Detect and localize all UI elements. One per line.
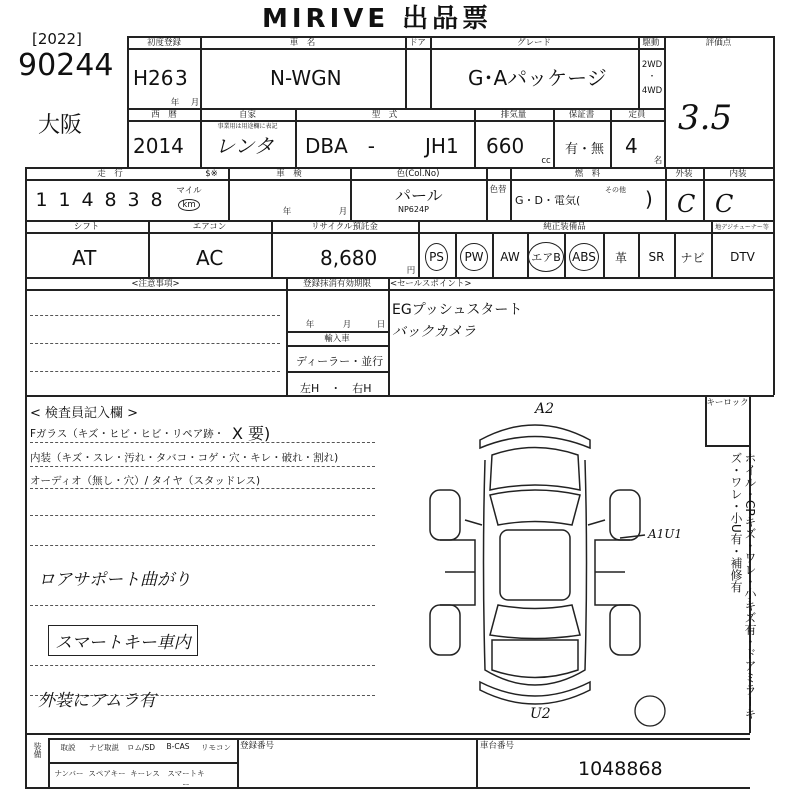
interior-value: C [715, 190, 734, 218]
equip-pw-cell [456, 237, 492, 277]
note-smart-key: スマートキー車内 [48, 625, 198, 656]
aircon-label: エアコン [192, 222, 227, 232]
displacement-value: 660 [486, 134, 525, 158]
inspector-label: < 検査員記入欄 > [30, 406, 139, 421]
equip-smart-key: スマートキー [167, 769, 205, 789]
color-code: NP624P [398, 205, 429, 214]
import-label: 輸入車 [324, 334, 350, 344]
caution-label: <注意事項> [131, 279, 180, 289]
mileage-label: 走 行 [97, 169, 123, 179]
warranty-label: 保証書 [568, 110, 595, 120]
equipment-row-1 [50, 742, 236, 753]
sales-line-2: バックカメラ [392, 324, 476, 340]
purpose-note: 事業用は用途欄に表記 [217, 123, 278, 130]
equip-ps-cell [419, 237, 454, 277]
note-lower-support: ロアサポート曲がり [38, 570, 191, 590]
capacity-label: 定員 [628, 110, 646, 120]
equip-navi-manual: ナビ取説 [89, 743, 119, 752]
cancel-year-mark: 年 [305, 320, 315, 330]
mileage-digit: 3 [127, 189, 140, 211]
color-change-label: 色替 [489, 185, 507, 195]
inspector-line-1: Fガラス（キズ・ヒビ・ヒビ・リペア跡・ [30, 428, 225, 440]
inspector-line-1b: X 要) [232, 424, 271, 443]
inspection-year-mark: 年 [282, 207, 292, 217]
cancel-date-label: 登録抹消有効期限 [302, 279, 371, 289]
mark-bottom: U2 [530, 706, 551, 722]
equipment-row-2 [50, 768, 208, 790]
mark-right: A1U1 [648, 527, 683, 541]
tuner-label: 地デジチューナー等 [715, 224, 769, 231]
note-exterior: 外装にアムラ有 [38, 691, 156, 711]
inspector-line-2: 内装（キズ・スレ・汚れ・タバコ・コゲ・穴・キレ・破れ・割れ) [30, 452, 339, 464]
cancel-month-mark: 月 [342, 320, 352, 330]
person-unit: 名 [653, 156, 663, 166]
capacity-value: 4 [625, 134, 638, 158]
dealer-value: ディーラー・並行 [296, 355, 384, 368]
shift-label: シフト [73, 222, 100, 232]
equip-spare-key: スペアキー [88, 769, 126, 778]
color-value: パール [395, 186, 443, 205]
car-damage-diagram [420, 400, 650, 730]
equip-ps: PS [425, 243, 448, 271]
car-name-value: N-WGN [270, 66, 342, 90]
exterior-value: C [677, 190, 696, 218]
equip-airbag: エアB [528, 242, 564, 272]
displacement-label: 排気量 [500, 110, 527, 120]
form-title: MIRIVE 出品票 [262, 4, 493, 34]
exterior-label: 外装 [675, 169, 693, 179]
model-code: JH1 [425, 134, 459, 158]
equip-abs: ABS [569, 243, 599, 271]
drive-2wd: 2WD [641, 60, 663, 70]
year-tag: [2022] [32, 30, 82, 48]
warranty-value: 有・無 [565, 142, 605, 157]
model-label: 型 式 [371, 110, 398, 120]
cancel-day-mark: 日 [376, 320, 386, 330]
yen-unit: 円 [406, 266, 416, 276]
cc-unit: cc [541, 156, 551, 166]
mileage-digit: 1 [35, 189, 48, 211]
purpose-label: 自家 [238, 110, 256, 120]
first-reg-value: H26 [133, 66, 174, 90]
equip-bcas: B-CAS [166, 742, 190, 751]
equipment-label: 装備 [33, 742, 42, 758]
km-unit [176, 199, 202, 211]
equip-rom: ロム/SD [126, 743, 156, 752]
first-reg-month: 3 [175, 66, 188, 90]
equip-number: ナンバー [54, 769, 84, 778]
chassis-value: 1048868 [578, 758, 663, 780]
western-year: 2014 [133, 134, 184, 158]
equip-navi: ナビ [680, 250, 705, 265]
equip-remote: リモコン [201, 743, 231, 752]
drive-4wd: 4WD [641, 86, 663, 96]
shift-value: AT [72, 246, 97, 270]
year-mark: 年 [170, 98, 180, 108]
mile-unit: マイル [176, 186, 202, 196]
lot-number: 90244 [18, 48, 114, 83]
rating-value: 3.5 [678, 98, 733, 138]
recycle-label: リサイクル預託金 [311, 222, 378, 232]
equip-leather: 革 [614, 250, 627, 265]
inspection-month-mark: 月 [338, 207, 348, 217]
stamp-circle [632, 693, 668, 729]
equip-airbag-cell [528, 237, 564, 277]
equip-manual: 取説 [60, 743, 76, 752]
region: 大阪 [38, 113, 83, 138]
equip-aw: AW [500, 250, 520, 264]
grade-label: グレード [516, 38, 551, 48]
equip-abs-cell [565, 237, 603, 277]
purpose-value: レンタ [215, 134, 274, 158]
fuel-value: G・D・電気( [515, 194, 581, 207]
equip-sunroof: SR [648, 250, 665, 264]
equip-pw: PW [460, 243, 487, 271]
fuel-label: 燃 料 [574, 169, 601, 179]
sales-line-1: EGプッシュスタート [392, 302, 523, 318]
equip-keyless: キーレス [130, 769, 160, 778]
mileage-digit: 1 [58, 189, 71, 211]
fuel-close: ) [645, 187, 653, 211]
aircon-value: AC [196, 246, 224, 270]
mileage-digits [30, 188, 168, 212]
inspector-line-3: オーディオ（無し・穴）/ タイヤ（スタッドレス) [30, 475, 261, 487]
handle-value: 左H ・ 右H [300, 382, 372, 395]
mileage-digit: 8 [104, 189, 117, 211]
western-label: 西 暦 [151, 110, 177, 120]
inspection-label: 車 検 [276, 169, 302, 179]
sales-point-label: <セールスポイント> [390, 279, 472, 289]
car-name-label: 車 名 [289, 38, 316, 48]
km-circle: km [178, 199, 199, 211]
drive-label: 駆動 [642, 38, 660, 48]
door-label: ドア [409, 38, 426, 48]
chassis-label: 車台番号 [480, 741, 515, 751]
km-mark: $※ [205, 169, 218, 179]
reg-number-label: 登録番号 [240, 741, 275, 751]
recycle-value: 8,680 [320, 246, 378, 270]
equip-dtv: DTV [730, 250, 755, 264]
color-label: 色(Col.No) [396, 169, 440, 179]
mileage-digit: 8 [150, 189, 163, 211]
mark-top: A2 [535, 401, 555, 417]
keylock-label: キーロック [706, 398, 749, 408]
month-mark: 月 [190, 98, 200, 108]
mileage-digit: 4 [81, 189, 94, 211]
side-column-text: ホイル・CPキズ・ワレ・小キズ有・ドアミラーキズ・ワレ・小U有・補修有 [729, 452, 757, 720]
drive-dot: ・ [647, 72, 657, 82]
model-prefix: DBA - [305, 134, 376, 158]
fuel-other: その他 [605, 186, 626, 194]
interior-label: 内装 [729, 169, 747, 179]
grade-value: G･Aパッケージ [468, 66, 607, 90]
rating-label: 評価点 [705, 38, 732, 48]
first-reg-label: 初度登録 [146, 38, 181, 48]
standard-equip-label: 純正装備品 [543, 222, 586, 232]
